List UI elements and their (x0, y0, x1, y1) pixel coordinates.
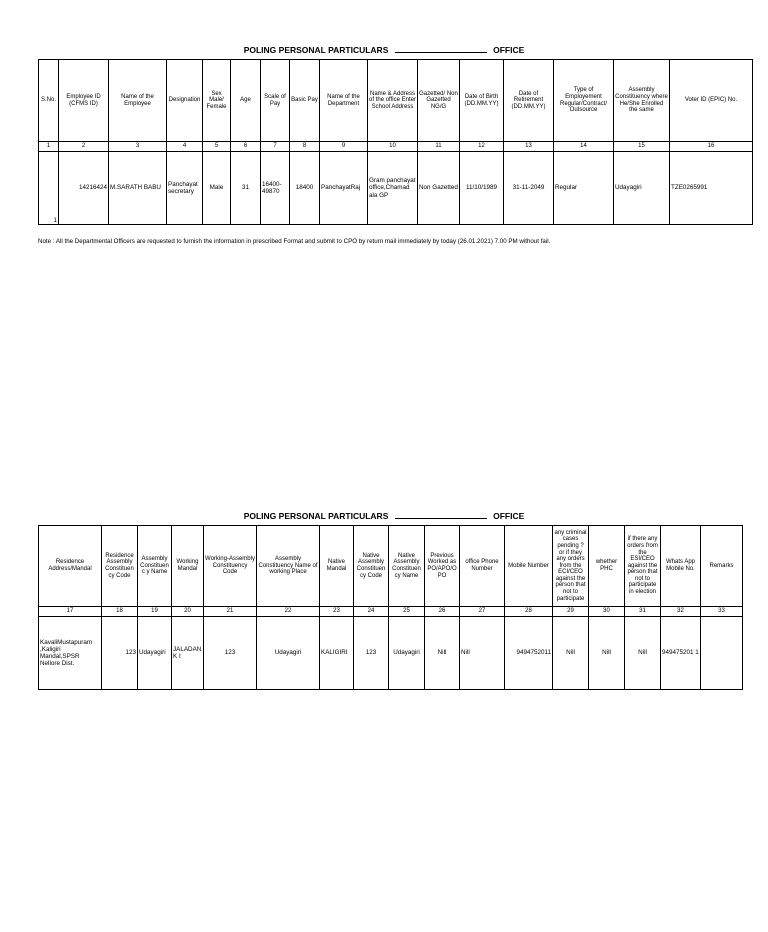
header-cell: Native Assembly Constituen cy Name (389, 526, 425, 607)
header-cell: whether PHC (589, 526, 625, 607)
column-number: 32 (661, 607, 701, 617)
header-cell: Residence Address/Mandal (39, 526, 102, 607)
header-cell: Basic Pay (290, 60, 320, 142)
cell-eci-orders: Nill (625, 617, 661, 690)
header-cell: Voter ID (EPIC) No. (670, 60, 753, 142)
cell-basic-pay: 18400 (290, 152, 320, 225)
section1-title-text: POLING PERSONAL PARTICULARS (243, 45, 389, 55)
header-cell: Type of Employement Regular/Contract/ Outsource (554, 60, 614, 142)
header-cell: Mobile Number (505, 526, 553, 607)
cell-assembly-name: Udayagiri (138, 617, 172, 690)
column-number: 33 (701, 607, 743, 617)
cell-native-mandal: KALIGIRI (320, 617, 354, 690)
cell-residence-address: KavaliMustapuram ,Kaligiri Mandal,SPSR Nellore Dist. (39, 617, 102, 690)
section1-title (0, 44, 768, 55)
table-section2 (38, 525, 743, 690)
column-number: 27 (460, 607, 505, 617)
column-number: 10 (368, 142, 418, 152)
header-cell: Assembly Constituency where He/She Enrolled the same (614, 60, 670, 142)
cell-designation: Panchayat secretary (167, 152, 203, 225)
header-cell: Name & Address of the office Enter School Address (368, 60, 418, 142)
header-cell: Native Assembly Constituen cy Code (354, 526, 389, 607)
column-number: 30 (589, 607, 625, 617)
column-number: 24 (354, 607, 389, 617)
column-number: 29 (553, 607, 589, 617)
header-cell: Date of Retirement (DD.MM.YY) (504, 60, 554, 142)
cell-employment-type: Regular (554, 152, 614, 225)
cell-mobile-number: 9494752011 (505, 617, 553, 690)
table-row (39, 617, 743, 690)
cell-assembly-constituency: Udayagiri (614, 152, 670, 225)
cell-office-address: Gram panchayat office,Chamad ala GP (368, 152, 418, 225)
title-blank-line (395, 44, 487, 53)
cell-whether-phc: Nill (589, 617, 625, 690)
cell-residence-ac-code: 123 (102, 617, 138, 690)
column-number: 13 (504, 142, 554, 152)
table-header-row (39, 60, 753, 142)
cell-working-mandal: JALADANK I (172, 617, 204, 690)
header-cell: Sex Male/ Female (203, 60, 231, 142)
column-number: 4 (167, 142, 203, 152)
cell-whatsapp-number: 949475201 1 (661, 617, 701, 690)
column-number: 22 (257, 607, 320, 617)
column-number: 2 (59, 142, 109, 152)
column-number: 14 (554, 142, 614, 152)
table-header-row (39, 526, 743, 607)
column-number-row (39, 142, 753, 152)
header-cell: Remarks (701, 526, 743, 607)
column-number: 9 (320, 142, 368, 152)
cell-office-phone: Nill (460, 617, 505, 690)
column-number: 8 (290, 142, 320, 152)
header-cell: Name of the Employee (109, 60, 167, 142)
column-number: 20 (172, 607, 204, 617)
header-cell: Working Mandal (172, 526, 204, 607)
column-number: 6 (231, 142, 261, 152)
header-cell: any criminal cases pending ? or if they any orders from the ECI/CEO against the person that not to participate (553, 526, 589, 607)
cell-department: PanchayatRaj (320, 152, 368, 225)
cell-remarks (701, 617, 743, 690)
header-cell: Native Mandal (320, 526, 354, 607)
header-cell: Date of Birth (DD.MM.YY) (460, 60, 504, 142)
cell-previous-worked: Nill (425, 617, 460, 690)
header-cell: Gazetted/ Non Gazetted NG/G (418, 60, 460, 142)
cell-employee-id: 14216424 (59, 152, 109, 225)
cell-sno: 1 (39, 152, 59, 225)
section2-title-text: POLING PERSONAL PARTICULARS (243, 511, 389, 521)
column-number: 16 (670, 142, 753, 152)
column-number: 3 (109, 142, 167, 152)
cell-gazetted: Non Gazetted (418, 152, 460, 225)
header-cell: Age (231, 60, 261, 142)
cell-native-ac-name: Udayagiri (389, 617, 425, 690)
column-number: 18 (102, 607, 138, 617)
column-number: 26 (425, 607, 460, 617)
cell-working-ac-code: 123 (204, 617, 257, 690)
column-number: 5 (203, 142, 231, 152)
column-number: 15 (614, 142, 670, 152)
header-cell: Working-Assembly Constituency Code (204, 526, 257, 607)
cell-scale-of-pay: 16400-49870 (261, 152, 290, 225)
header-cell: Name of the Department (320, 60, 368, 142)
title-blank-line (395, 510, 487, 519)
cell-criminal-cases: Nill (553, 617, 589, 690)
column-number-row (39, 607, 743, 617)
section1-title-suffix: OFFICE (493, 45, 525, 55)
section2-title (0, 510, 768, 521)
header-cell: Employee ID (CFMS ID) (59, 60, 109, 142)
column-number: 7 (261, 142, 290, 152)
header-cell: S.No. (39, 60, 59, 142)
note-text: Note : All the Departmental Officers are requested to furnish the information in prescribed Format and submit to CPO by return mail immediately by today (26.01.2021) 7.00 PM without fail. (38, 238, 551, 245)
column-number: 12 (460, 142, 504, 152)
cell-working-ac-name: Udayagiri (257, 617, 320, 690)
section2-title-suffix: OFFICE (493, 511, 525, 521)
table-section1 (38, 59, 753, 225)
header-cell: Previous Worked as PO/APO/O PO (425, 526, 460, 607)
cell-age: 31 (231, 152, 261, 225)
column-number: 31 (625, 607, 661, 617)
header-cell: if there any orders from the ESI/CEO against the person that not to participate in election (625, 526, 661, 607)
header-cell: Assembly Constituenc y Name (138, 526, 172, 607)
column-number: 25 (389, 607, 425, 617)
header-cell: Whats App Mobile No. (661, 526, 701, 607)
column-number: 19 (138, 607, 172, 617)
cell-date-of-birth: 11/10/1989 (460, 152, 504, 225)
cell-native-ac-code: 123 (354, 617, 389, 690)
table-row (39, 152, 753, 225)
column-number: 21 (204, 607, 257, 617)
header-cell: Assembly Constituency Name of working Place (257, 526, 320, 607)
cell-voter-id: TZE0265991 (670, 152, 753, 225)
cell-employee-name: M.SARATH BABU (109, 152, 167, 225)
header-cell: Residence Assembly Constituen cy Code (102, 526, 138, 607)
column-number: 28 (505, 607, 553, 617)
column-number: 1 (39, 142, 59, 152)
header-cell: Scale of Pay (261, 60, 290, 142)
cell-sex: Male (203, 152, 231, 225)
column-number: 17 (39, 607, 102, 617)
column-number: 23 (320, 607, 354, 617)
cell-date-of-retirement: 31-11-2049 (504, 152, 554, 225)
header-cell: Designation (167, 60, 203, 142)
column-number: 11 (418, 142, 460, 152)
header-cell: office Phone Number (460, 526, 505, 607)
